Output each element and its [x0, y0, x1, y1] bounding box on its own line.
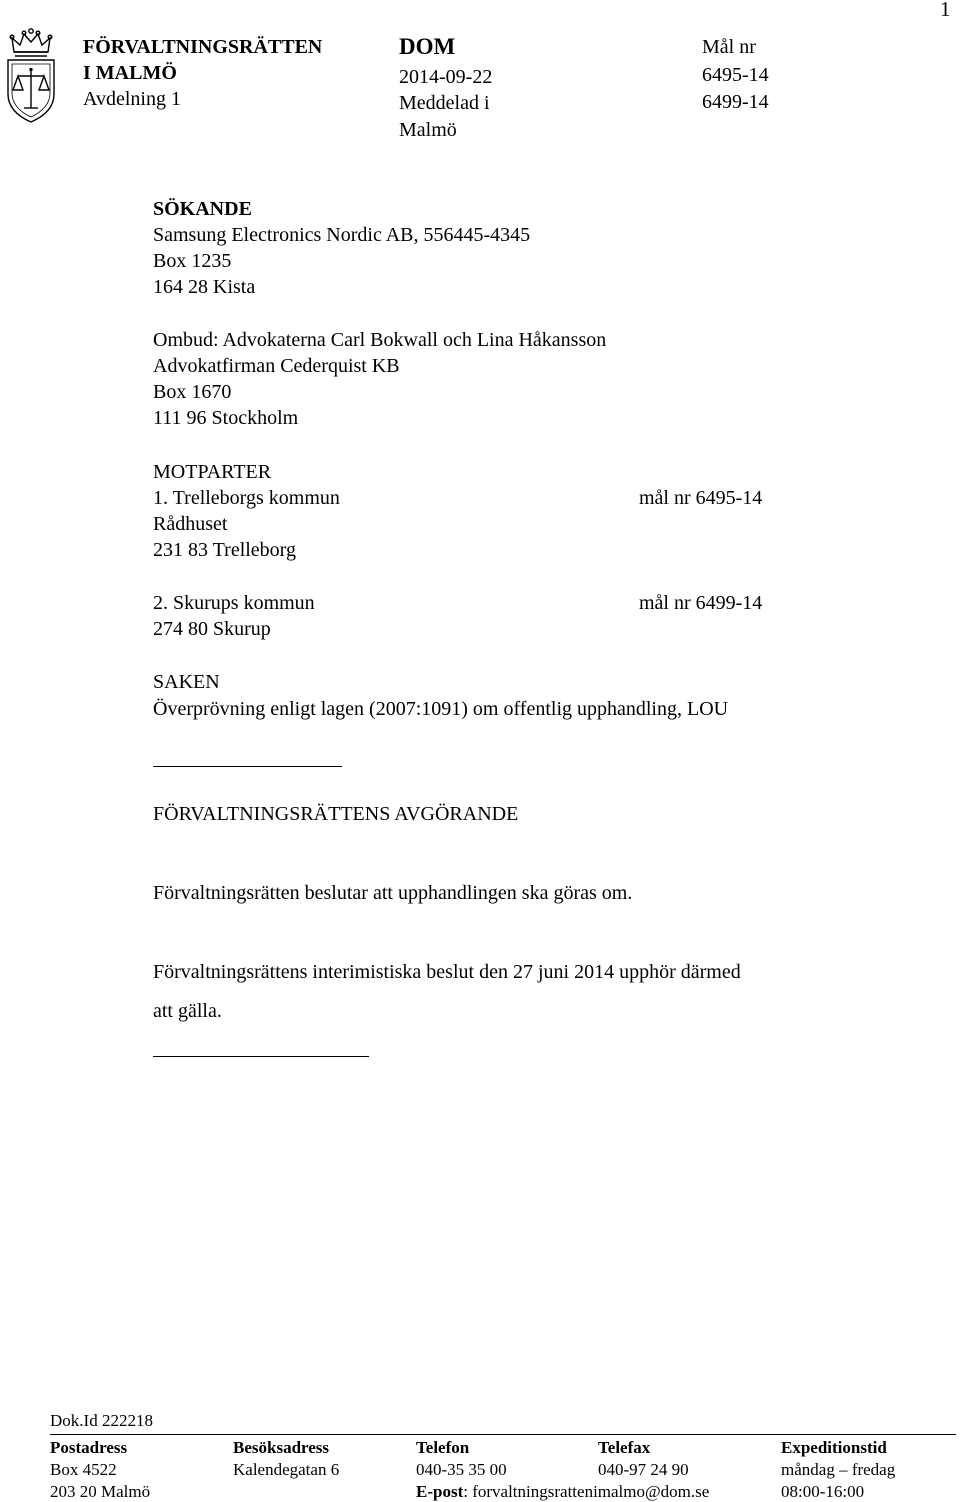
respondent-1-address-2: 231 83 Trelleborg — [153, 539, 296, 561]
footer-visiting-line-1: Kalendegatan 6 — [233, 1460, 340, 1479]
court-division: Avdelning 1 — [83, 88, 181, 110]
decision-heading: FÖRVALTNINGSRÄTTENS AVGÖRANDE — [153, 803, 519, 825]
footer-email-label: E-post — [416, 1482, 464, 1501]
footer-email: E-post: forvaltningsrattenimalmo@dom.se — [416, 1482, 710, 1501]
footer-hours-days: måndag – fredag — [781, 1460, 896, 1479]
issued-label: Meddelad i — [399, 92, 490, 114]
document-type: DOM — [399, 34, 456, 59]
footer-postal-label: Postadress — [50, 1438, 128, 1457]
document-id: Dok.Id 222218 — [50, 1411, 153, 1430]
section-divider — [153, 766, 342, 767]
respondents-heading: MOTPARTER — [153, 461, 272, 483]
decision-paragraph-1: Förvaltningsrätten beslutar att upphandlingen ska göras om. — [153, 882, 633, 904]
respondent-2-address-1: 274 80 Skurup — [153, 618, 271, 640]
decision-end-divider — [153, 1056, 369, 1057]
decision-paragraph-2-line-2: att gälla. — [153, 1000, 222, 1022]
applicant-heading: SÖKANDE — [153, 198, 252, 220]
case-number-label: Mål nr — [702, 36, 756, 58]
respondent-2-name: 2. Skurups kommun — [153, 592, 315, 614]
applicant-name: Samsung Electronics Nordic AB, 556445-4345 — [153, 224, 531, 246]
footer-phone-label: Telefon — [416, 1438, 470, 1457]
royal-crest-icon — [0, 28, 62, 126]
counsel-line-3: Box 1670 — [153, 381, 232, 403]
footer-phone-number: 040-35 35 00 — [416, 1460, 507, 1479]
respondent-1-address-1: Rådhuset — [153, 513, 228, 535]
matter-text: Överprövning enligt lagen (2007:1091) om offentlig upphandling, LOU — [153, 698, 729, 720]
page-number: 1 — [940, 0, 951, 21]
footer-hours-label: Expeditionstid — [781, 1438, 887, 1457]
footer-divider — [50, 1434, 956, 1435]
respondent-1-name: 1. Trelleborgs kommun — [153, 487, 340, 509]
footer-postal-line-2: 203 20 Malmö — [50, 1482, 151, 1501]
issued-place: Malmö — [399, 119, 457, 141]
footer-fax-label: Telefax — [598, 1438, 651, 1457]
counsel-line-4: 111 96 Stockholm — [153, 407, 299, 429]
court-name: FÖRVALTNINGSRÄTTEN — [83, 36, 323, 58]
decision-paragraph-2-line-1: Förvaltningsrättens interimistiska beslut den 27 juni 2014 upphör därmed — [153, 961, 741, 983]
footer-hours-time: 08:00-16:00 — [781, 1482, 865, 1501]
respondent-1-case: mål nr 6495-14 — [639, 487, 763, 509]
applicant-address-1: Box 1235 — [153, 250, 232, 272]
footer-visiting-label: Besöksadress — [233, 1438, 330, 1457]
footer-postal-line-1: Box 4522 — [50, 1460, 117, 1479]
counsel-line-1: Ombud: Advokaterna Carl Bokwall och Lina Håkansson — [153, 329, 607, 351]
case-number-1: 6495-14 — [702, 64, 769, 86]
respondent-2-case: mål nr 6499-14 — [639, 592, 763, 614]
court-city: I MALMÖ — [83, 62, 177, 84]
footer-email-address: forvaltningsrattenimalmo@dom.se — [472, 1482, 710, 1501]
case-number-2: 6499-14 — [702, 91, 769, 113]
matter-heading: SAKEN — [153, 671, 220, 693]
footer-fax-number: 040-97 24 90 — [598, 1460, 689, 1479]
counsel-line-2: Advokatfirman Cederquist KB — [153, 355, 400, 377]
document-date: 2014-09-22 — [399, 66, 493, 88]
applicant-address-2: 164 28 Kista — [153, 276, 256, 298]
